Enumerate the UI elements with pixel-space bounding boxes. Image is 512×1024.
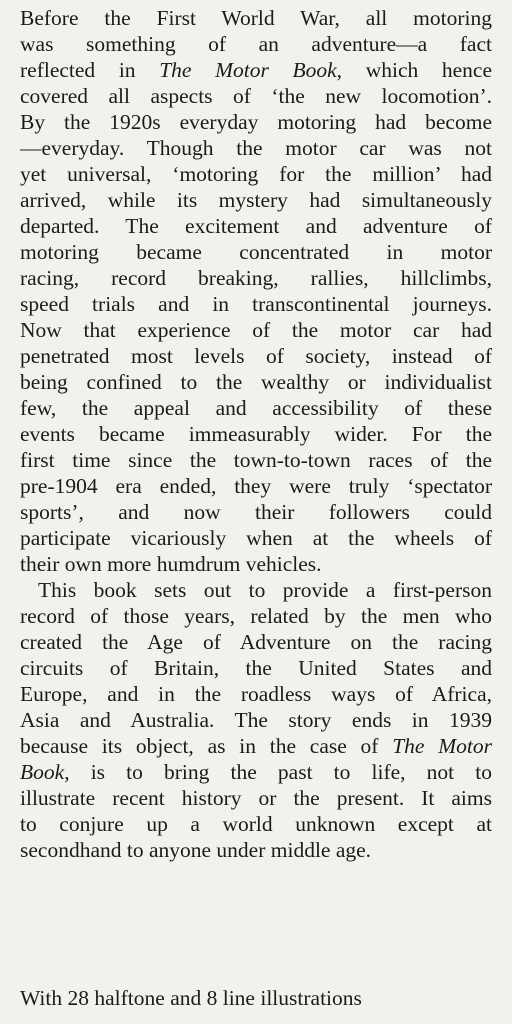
text-line: created the Age of Adventure on the racing (20, 630, 492, 654)
text-line: arrived, while its mystery had simultaneously (20, 188, 492, 212)
text-line: participate vicariously when at the wheels of (20, 526, 492, 550)
text-line: speed trials and in transcontinental journeys. (20, 292, 492, 316)
text-line: Before the First World War, all motoring (20, 6, 492, 30)
text-line: reflected in The Motor Book, which hence (20, 58, 492, 82)
text-line: Europe, and in the roadless ways of Africa, (20, 682, 492, 706)
text-line: departed. The excitement and adventure of (20, 214, 492, 238)
text-line: sports’, and now their followers could (20, 500, 492, 524)
text-line: penetrated most levels of society, instead of (20, 344, 492, 368)
text-line: first time since the town-to-town races of the (20, 448, 492, 472)
text-line: illustrate recent history or the present. It aims (20, 786, 492, 810)
text-line: was something of an adventure—a fact (20, 32, 492, 56)
text-line: circuits of Britain, the United States and (20, 656, 492, 680)
text-line: few, the appeal and accessibility of these (20, 396, 492, 420)
illustrations-note: With 28 halftone and 8 line illustrations (20, 986, 362, 1010)
text-line: By the 1920s everyday motoring had become (20, 110, 492, 134)
text-line: record of those years, related by the men who (20, 604, 492, 628)
text-line: racing, record breaking, rallies, hillclimbs, (20, 266, 492, 290)
text-line: events became immeasurably wider. For the (20, 422, 492, 446)
book-title: The Motor Book (159, 58, 337, 82)
text-line: to conjure up a world unknown except at (20, 812, 492, 836)
text-line: Asia and Australia. The story ends in 1939 (20, 708, 492, 732)
text-line: their own more humdrum vehicles. (20, 552, 322, 576)
text-line: secondhand to anyone under middle age. (20, 838, 372, 862)
text-line: Now that experience of the motor car had (20, 318, 492, 342)
book-title: Book (20, 760, 65, 784)
text-line: motoring became concentrated in motor (20, 240, 492, 264)
text-line: because its object, as in the case of The Motor (20, 734, 492, 758)
text-line: This book sets out to provide a first-person (38, 578, 492, 602)
text-line: yet universal, ‘motoring for the million’ had (20, 162, 492, 186)
text-line: being confined to the wealthy or individualist (20, 370, 492, 394)
text-line: —everyday. Though the motor car was not (20, 136, 492, 160)
text-line: covered all aspects of ‘the new locomotion’. (20, 84, 492, 108)
book-title: The Motor (392, 734, 492, 758)
text-line: Book, is to bring the past to life, not to (20, 760, 492, 784)
text-line: pre-1904 era ended, they were truly ‘spectator (20, 474, 492, 498)
